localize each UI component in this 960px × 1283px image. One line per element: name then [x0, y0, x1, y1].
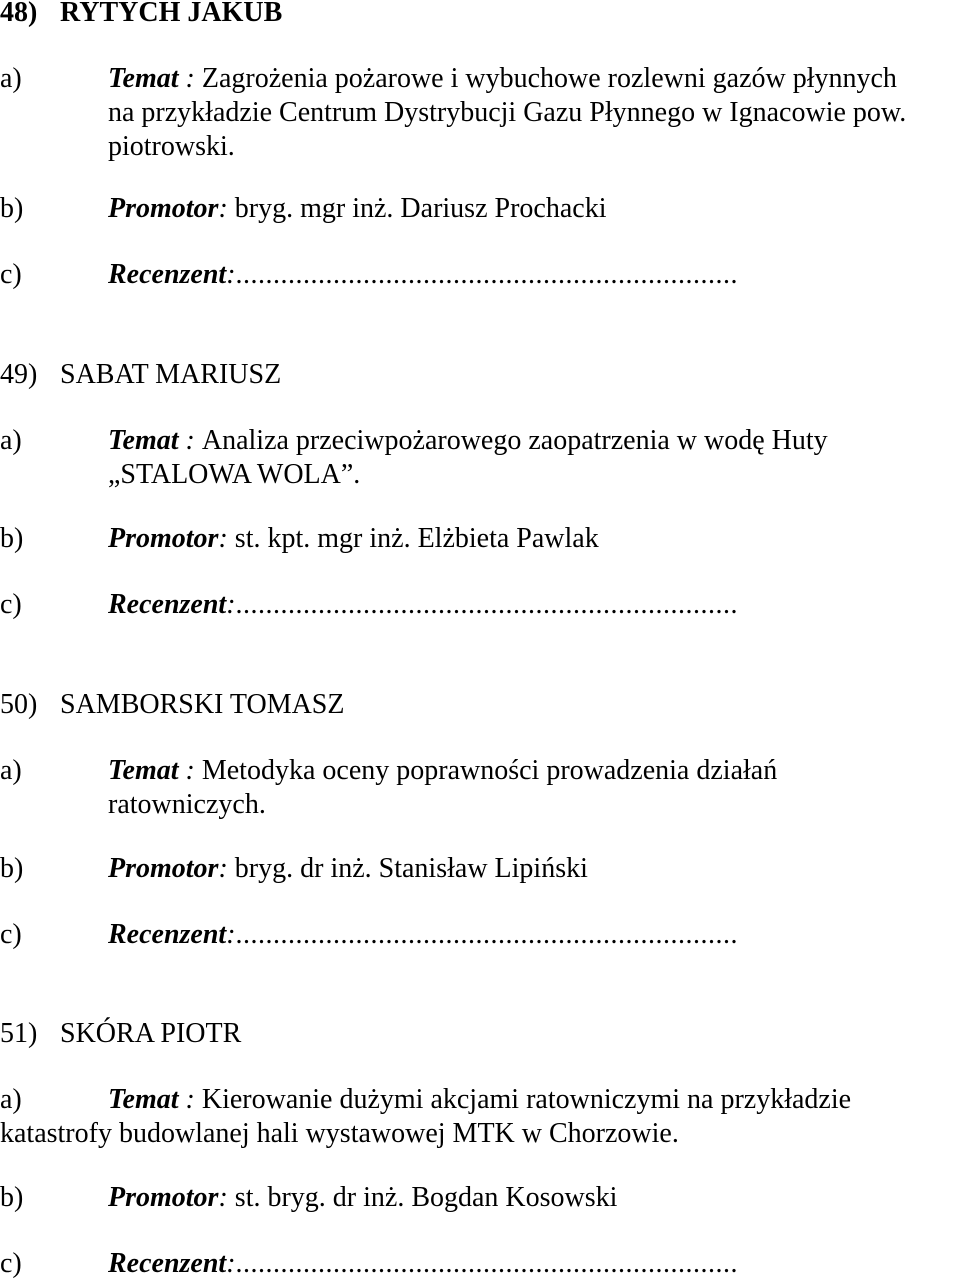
item-letter: b): [0, 1182, 24, 1213]
promotor-label: Promotor: [108, 523, 219, 554]
item-letter: a): [0, 63, 22, 94]
promotor-colon: :: [218, 1182, 235, 1213]
promotor-value: bryg. mgr inż. Dariusz Prochacki: [234, 193, 607, 224]
recenzent-label: Recenzent: [108, 259, 227, 290]
student-name: SKÓRA PIOTR: [60, 1018, 242, 1049]
temat-text-line1: Kierowanie dużymi akcjami ratowniczymi na przykładzie: [201, 1084, 852, 1115]
promotor-label: Promotor: [108, 193, 219, 224]
promotor-value: bryg. dr inż. Stanisław Lipiński: [234, 853, 588, 884]
recenzent-label: Recenzent: [108, 589, 227, 620]
item-letter: a): [0, 755, 22, 786]
temat-colon: :: [178, 1084, 202, 1115]
entry-heading: [0, 0, 282, 30]
temat-text-line1: Zagrożenia pożarowe i wybuchowe rozlewni gazów płynnych: [201, 63, 897, 94]
entry-heading: [0, 358, 281, 392]
temat-label: Temat: [108, 63, 179, 94]
promotor-value: st. kpt. mgr inż. Elżbieta Pawlak: [234, 523, 599, 554]
entry-number: 51): [0, 1018, 38, 1049]
recenzent-dots: ...................................................................: [235, 1248, 739, 1279]
temat-colon: :: [178, 425, 202, 456]
temat-text-line1: Metodyka oceny poprawności prowadzenia działań: [201, 755, 778, 786]
recenzent-dots: ...................................................................: [235, 589, 739, 620]
promotor-colon: :: [218, 853, 235, 884]
item-letter: b): [0, 853, 24, 884]
temat-text-line2: ratowniczych.: [108, 789, 266, 820]
recenzent-dots: ...................................................................: [235, 919, 739, 950]
promotor-colon: :: [218, 193, 235, 224]
temat-label: Temat: [108, 425, 179, 456]
recenzent-colon: :: [226, 259, 236, 290]
item-letter: b): [0, 523, 24, 554]
recenzent-colon: :: [226, 589, 236, 620]
entry-heading: [0, 1017, 241, 1051]
temat-label: Temat: [108, 755, 179, 786]
entry-number: 48): [0, 0, 38, 28]
item-letter: c): [0, 1248, 22, 1279]
item-letter: c): [0, 919, 22, 950]
item-letter: c): [0, 589, 22, 620]
student-name: RYTYCH JAKUB: [60, 0, 283, 28]
recenzent-colon: :: [226, 919, 236, 950]
temat-text-line2: na przykładzie Centrum Dystrybucji Gazu Płynnego w Ignacowie pow.: [108, 97, 907, 128]
promotor-label: Promotor: [108, 853, 219, 884]
temat-text-line1: Analiza przeciwpożarowego zaopatrzenia w wodę Huty: [201, 425, 828, 456]
temat-text-line3: piotrowski.: [108, 131, 235, 162]
temat-text-line2: „STALOWA WOLA”.: [108, 459, 361, 490]
item-letter: a): [0, 425, 22, 456]
item-letter: b): [0, 193, 24, 224]
recenzent-colon: :: [226, 1248, 236, 1279]
temat-text-line2: katastrofy budowlanej hali wystawowej MTK w Chorzowie.: [0, 1118, 679, 1149]
entry-number: 50): [0, 689, 38, 720]
student-name: SABAT MARIUSZ: [60, 359, 282, 390]
student-name: SAMBORSKI TOMASZ: [60, 689, 345, 720]
temat-colon: :: [178, 755, 202, 786]
entry-number: 49): [0, 359, 38, 390]
temat-colon: :: [178, 63, 202, 94]
promotor-value: st. bryg. dr inż. Bogdan Kosowski: [234, 1182, 618, 1213]
promotor-label: Promotor: [108, 1182, 219, 1213]
promotor-colon: :: [218, 523, 235, 554]
recenzent-label: Recenzent: [108, 919, 227, 950]
entry-heading: [0, 688, 344, 722]
recenzent-label: Recenzent: [108, 1248, 227, 1279]
item-letter: c): [0, 259, 22, 290]
temat-label: Temat: [108, 1084, 179, 1115]
item-letter: a): [0, 1084, 22, 1115]
recenzent-dots: ...................................................................: [235, 259, 739, 290]
